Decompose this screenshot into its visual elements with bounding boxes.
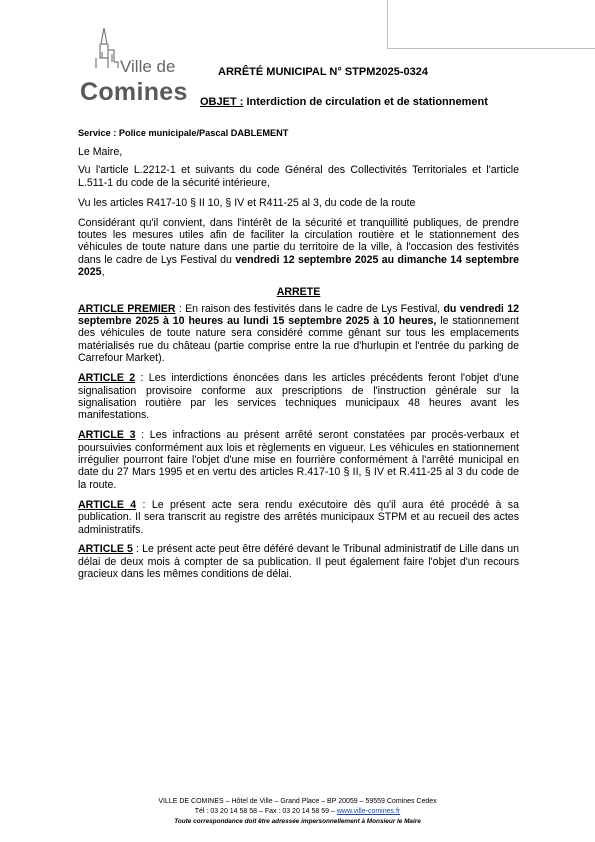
logo-line2: Comines [80,78,188,106]
considerant-paragraph [78,217,519,279]
vu-paragraph-2: Vu les articles R417-10 § II 10, § IV et R411-25 al 3, du code de la route [78,196,416,209]
article-3-text: : Les infractions au présent arrêté seront constatées par procès-verbaux et poursuivies conformément aux lois et règlements en vigueur. Les véhicules en stationnement irrégulier pourront faire l'objet d'une mise en fourrière conformément à l'arrêté municipal en date du 27 Mars 1995 et en vertu des articles R.417-10 § II, § IV et R.411-25 al 3 du code de la route. [78,429,519,491]
salutation: Le Maire, [78,146,123,158]
article-1-text-c: le stationnement des véhicules de toute nature sera considéré comme gênant sur tous les emplacements matérialisés rue du château (partie comprise entre la rue d'hurlupin et l'entrée du parking de Carrefour Market). [78,314,519,365]
footer-address: VILLE DE COMINES – Hôtel de Ville – Grand Place – BP 20059 – 59559 Comines Cedex [158,798,437,805]
article-2-label: ARTICLE 2 [78,372,136,385]
article-5-text: : Le présent acte peut être déféré devant le Tribunal administratif de Lille dans un délai de deux mois à compter de sa publication. Il peut également faire l'objet d'un recours gracieux dans les mêmes conditions de délai. [78,543,519,581]
objet-label: OBJET : [200,96,244,108]
arrete-heading: ARRETE [276,286,321,299]
article-4 [78,499,519,536]
document-body [78,146,519,588]
website-link[interactable]: www.ville-comines.fr [336,808,401,815]
objet-text: Interdiction de circulation et de stationnement [243,96,488,108]
article-1 [78,303,519,365]
article-4-label: ARTICLE 4 [78,498,137,511]
article-2 [78,372,519,422]
article-1-label: ARTICLE PREMIER [78,302,176,315]
article-1-dates: du vendredi 12 septembre 2025 à 10 heures au lundi 15 septembre 2025 à 10 heures, [78,302,519,327]
considerant-dates: vendredi 12 septembre 2025 au dimanche 14 septembre 2025 [78,253,519,279]
article-3-label: ARTICLE 3 [78,429,136,442]
article-5-label: ARTICLE 5 [78,543,133,556]
logo-line1: Ville de [120,57,176,76]
stamp-box [387,0,595,49]
vu-paragraph-1: Vu l'article L.2212-1 et suivants du code Général des Collectivités Territoriales et l'article L.511-1 du code de la sécurité intérieure, [78,164,519,189]
footer-contact [0,807,595,817]
service-line: Service : Police municipale/Pascal DABLEMENT [78,128,289,138]
document-title: ARRÊTÉ MUNICIPAL N° STPM2025-0324 [218,66,428,78]
article-2-text: : Les interdictions énoncées dans les articles précédents feront l'objet d'une signalisation provisoire conforme aux prescriptions de l'instruction générale sur la signalisation routière par les services techniques municipaux 48 heures avant les manifestations. [78,372,519,422]
footer-phone-fax: Tél : 03 20 14 58 58 – Fax : 03 20 14 58 59 – [194,808,337,815]
article-5 [78,543,519,580]
considerant-text: Considérant qu'il convient, dans l'intérêt de la sécurité et tranquillité publiques, de prendre toutes les mesures utiles afin de faciliter la circulation routière et le stationnement des véhicules de toute nature dans une partie du territoire de la ville, à l'occasion des festivités dans le cadre de Lys Festival du [78,216,519,266]
footer [0,797,595,827]
article-3 [78,429,519,491]
article-4-text: : Le présent acte sera rendu exécutoire dès qu'il aura été procédé à sa publication. Il sera transcrit au registre des arrêtés municipaux STPM et au recueil des actes administratifs. [78,498,519,536]
objet-line [200,96,488,108]
ville-de-comines-logo [80,28,198,110]
footer-note: Toute correspondance doit être adressée impersonnellement à Monsieur le Maire [174,818,421,825]
article-1-text-a: : En raison des festivités dans le cadre de Lys Festival, [175,302,444,315]
considerant-end: , [101,266,105,279]
church-icon [92,28,122,68]
